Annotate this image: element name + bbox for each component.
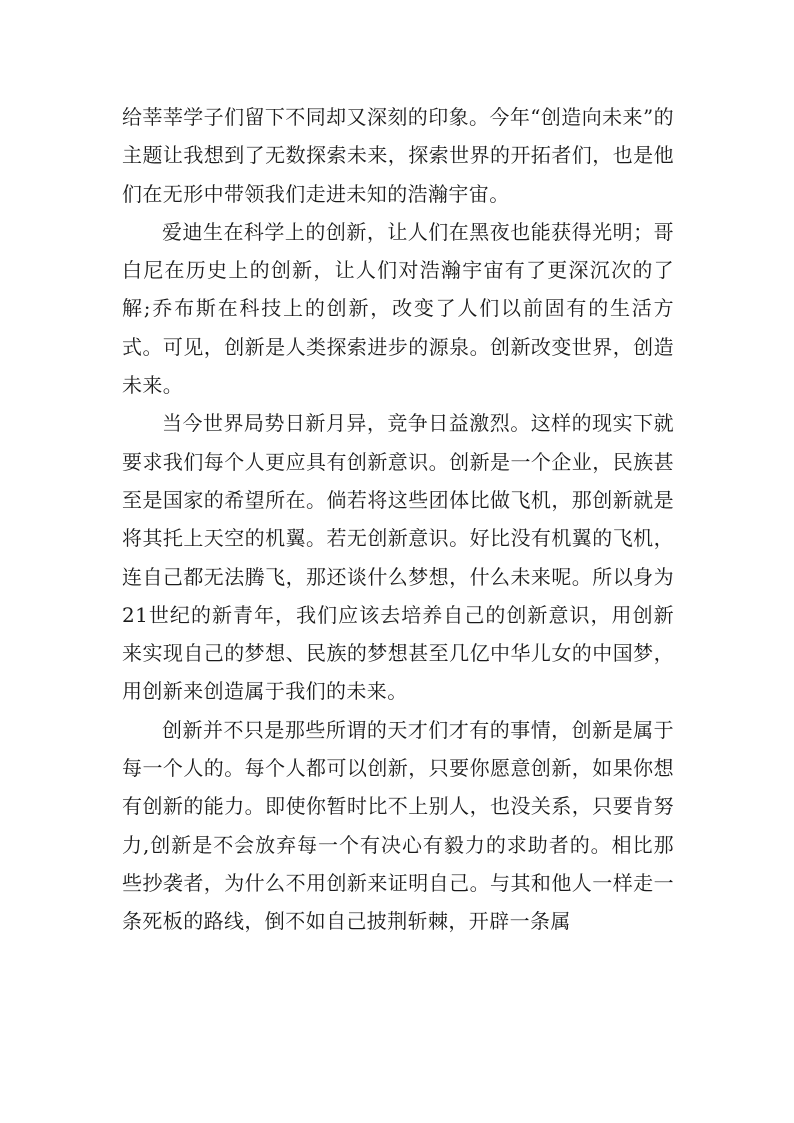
paragraph-innovators: 爱迪生在科学上的创新，让人们在黑夜也能获得光明；哥白尼在历史上的创新，让人们对浩瀚宇宙有了更深沉次的了解;乔布斯在科技上的创新，改变了人们以前固有的生活方式。可见，创新是人类探索进步的源泉。创新改变世界，创造未来。 — [122, 219, 674, 398]
paragraph-continuation: 给莘莘学子们留下不同却又深刻的印象。今年“创造向未来”的主题让我想到了无数探索未来，探索世界的开拓者们，也是他们在无形中带领我们走进未知的浩瀚宇宙。 — [122, 105, 674, 206]
document-body — [122, 98, 674, 941]
paragraph-competition: 当今世界局势日新月异，竞争日益激烈。这样的现实下就要求我们每个人更应具有创新意识。创新是一个企业，民族甚至是国家的希望所在。倘若将这些团体比做飞机，那创新就是将其托上天空的机翼。若无创新意识。好比没有机翼的飞机，连自己都无法腾飞，那还谈什么梦想，什么未来呢。所以身为21世纪的新青年，我们应该去培养自己的创新意识，用创新来实现自己的梦想、民族的梦想甚至几亿中华儿女的中国梦，用创新来创造属于我们的未来。 — [122, 411, 674, 704]
paragraph-everyone-can-innovate: 创新并不只是那些所谓的天才们才有的事情，创新是属于每一个人的。每个人都可以创新，只要你愿意创新，如果你想有创新的能力。即使你暂时比不上别人，也没关系，只要肯努力,创新是不会放弃每一个有决心有毅力的求助者的。相比那些抄袭者，为什么不用创新来证明自己。与其和他人一样走一条死板的路线，倒不如自己披荆斩棘，开辟一条属 — [122, 717, 674, 934]
